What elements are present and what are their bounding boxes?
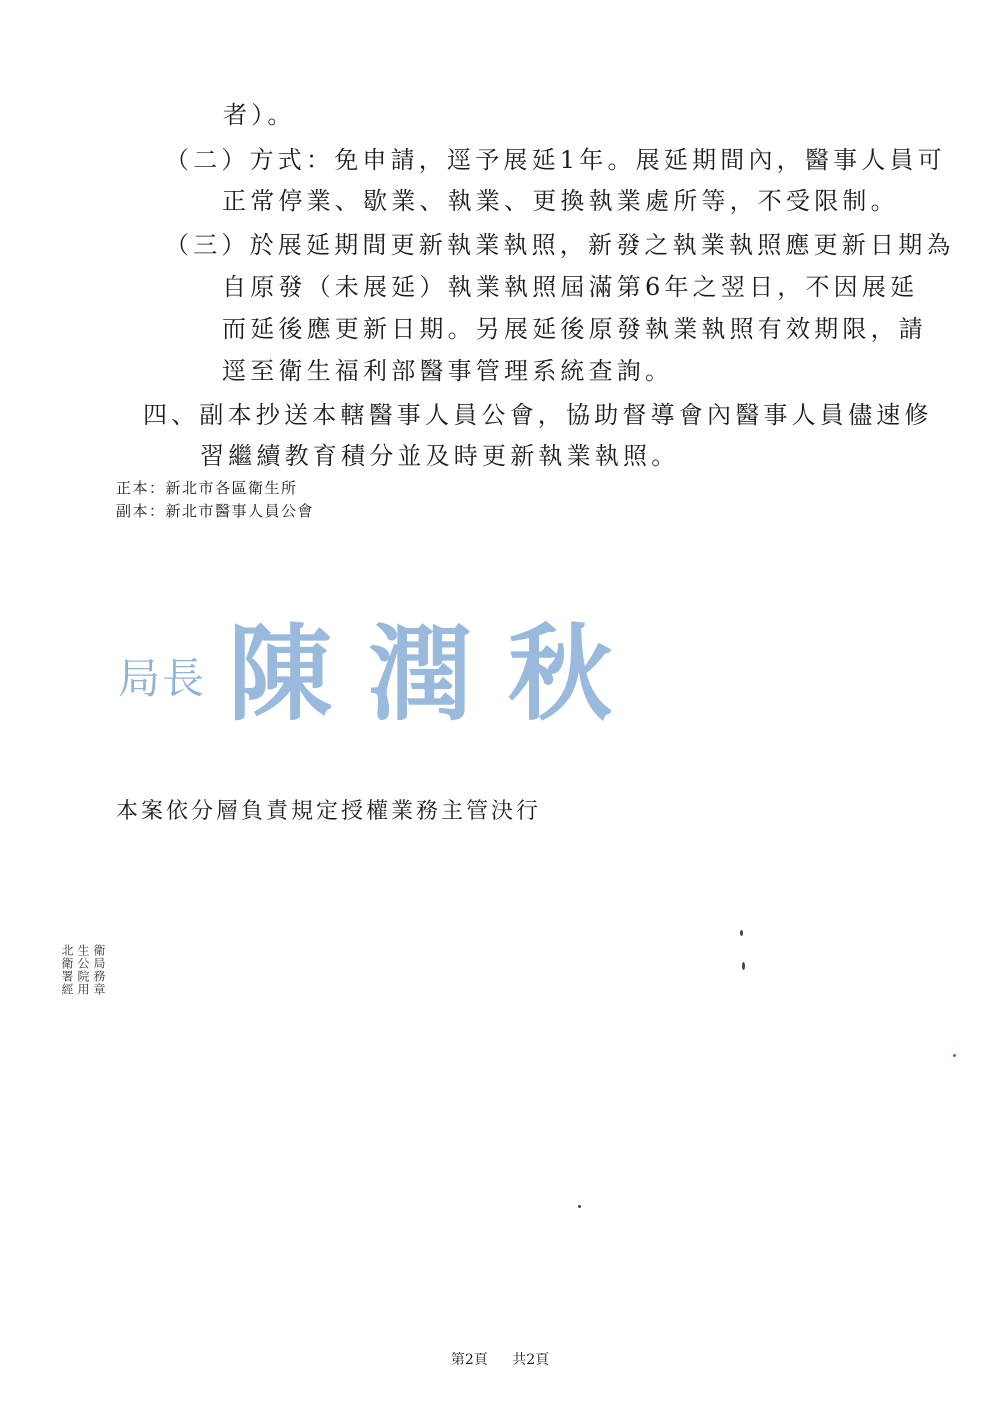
seal-column-3: 北衛署經 [60,944,74,996]
page-total: 共2頁 [512,1352,550,1368]
authorization-note: 本案依分層負責規定授權業務主管決行 [116,799,542,824]
original-recipient: 正本：新北市各區衛生所 [116,479,298,497]
seal-column-2: 生公院用 [76,944,90,996]
body-line-5: 自原發（未展延）執業執照屆滿第6年之翌日，不因展延 [222,273,919,301]
page-footer [0,1351,1000,1369]
copy-recipient: 副本：新北市醫事人員公會 [116,502,315,520]
scan-speck [740,930,743,936]
body-line-3: 正常停業、歇業、執業、更換執業處所等，不受限制。 [222,187,899,215]
scan-speck [742,962,745,970]
body-line-4: （三）於展延期間更新執業執照，新發之執業執照應更新日期為 [165,231,955,259]
scan-speck [953,1054,956,1057]
seal-column-1: 衛局務章 [92,944,106,996]
page-number: 第2頁 [450,1352,488,1368]
scan-speck [578,1205,581,1208]
body-line-1: 者）。 [223,101,296,129]
body-line-8: 四、副本抄送本轄醫事人員公會，協助督導會內醫事人員儘速修 [143,401,933,429]
body-line-6: 而延後應更新日期。另展延後原發執業執照有效期限，請 [222,315,927,343]
body-line-9: 習繼續教育積分並及時更新執業執照。 [200,442,680,470]
signature-title: 局長 [118,654,207,703]
official-seal [56,942,108,1014]
body-line-2: （二）方式：免申請，逕予展延1年。展延期間內，醫事人員可 [165,146,946,174]
body-line-7: 逕至衛生福利部醫事管理系統查詢。 [222,357,674,385]
signature-stamp: 陳潤秋 [228,612,649,735]
